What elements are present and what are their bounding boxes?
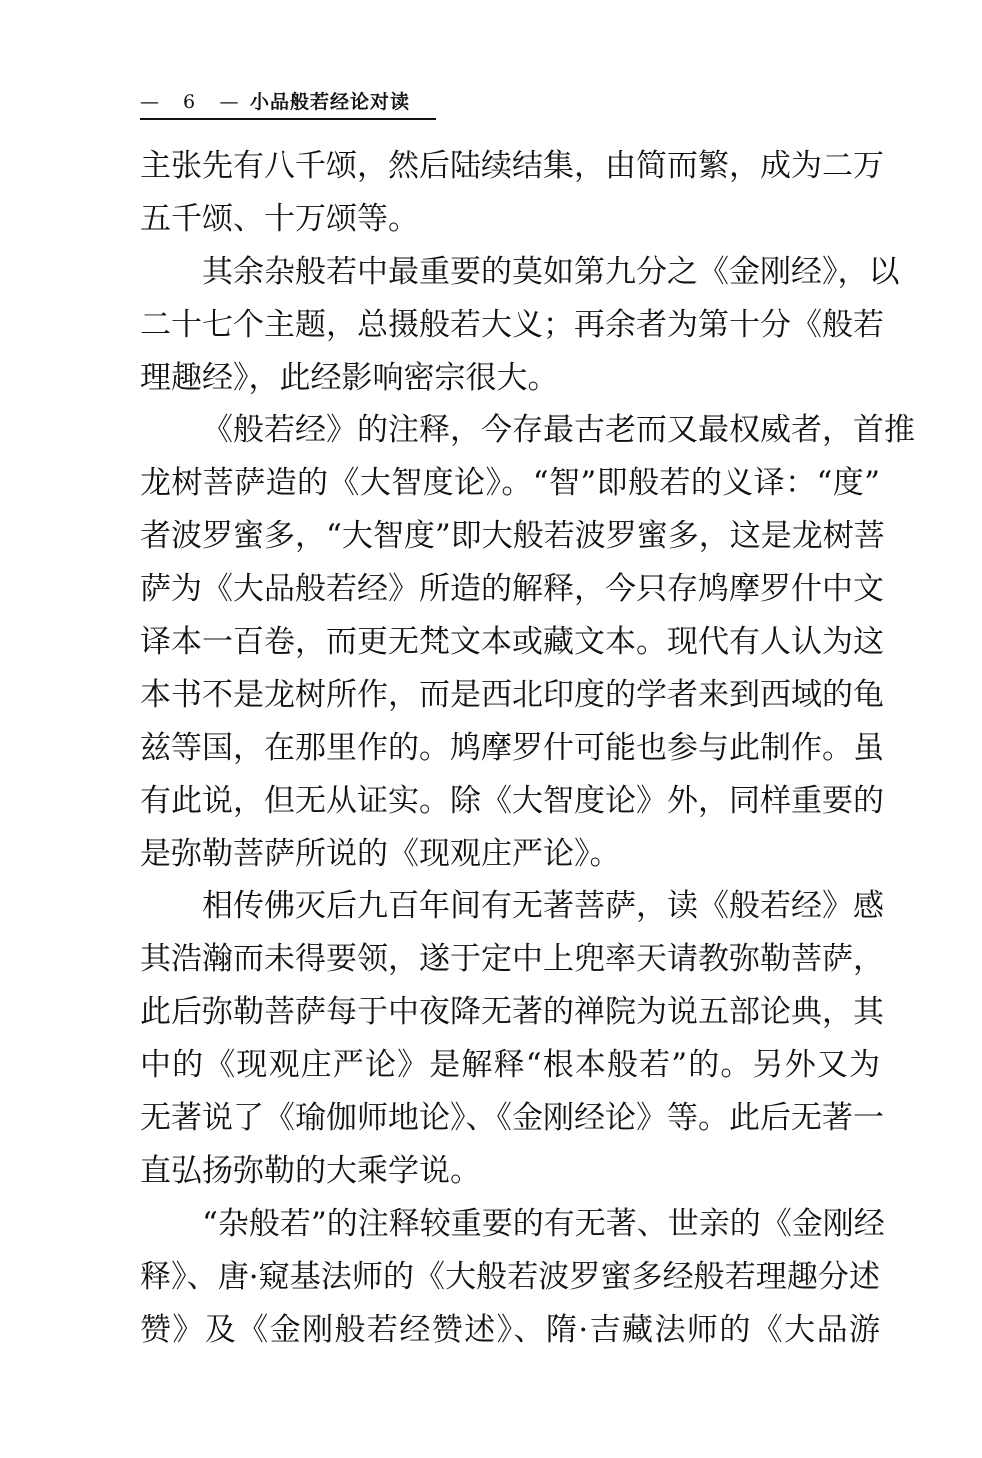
text-line: 《般若经》的注释，今存最古老而又最权威者，首推: [202, 412, 915, 449]
text-line: 释》、唐·窥基法师的《大般若波罗蜜多经般若理趣分述: [140, 1258, 880, 1295]
text-line: 译本一百卷，而更无梵文本或藏文本。现代有人认为这: [140, 624, 884, 661]
text-line: 无著说了《瑜伽师地论》、《金刚经论》等。此后无著一: [140, 1100, 884, 1137]
text-line: “杂般若”的注释较重要的有无著、世亲的《金刚经: [202, 1205, 885, 1242]
text-line: 中的《现观庄严论》是解释“根本般若”的。另外又为: [140, 1047, 880, 1084]
header-dash-right: —: [219, 91, 239, 113]
text-line: 其浩瀚而未得要领，遂于定中上兜率天请教弥勒菩萨，: [140, 941, 884, 978]
running-header: [140, 88, 436, 120]
book-title: 小品般若经论对读: [250, 91, 411, 113]
text-line: 龙树菩萨造的《大智度论》。“智”即般若的义译：“度”: [140, 465, 880, 502]
text-line: 二十七个主题，总摄般若大义；再余者为第十分《般若: [140, 306, 884, 343]
text-line: 其余杂般若中最重要的莫如第九分之《金刚经》，以: [202, 253, 900, 290]
header-dash-left: —: [140, 91, 159, 113]
text-line: 此后弥勒菩萨每于中夜降无著的禅院为说五部论典，其: [140, 994, 884, 1031]
text-line: 兹等国，在那里作的。鸠摩罗什可能也参与此制作。虽: [140, 729, 884, 766]
text-line: 本书不是龙树所作，而是西北印度的学者来到西域的龟: [140, 676, 884, 713]
text-line: 赞》及《金刚般若经赞述》、隋·吉藏法师的《大品游: [140, 1311, 880, 1348]
page-number: 6: [182, 91, 196, 113]
page-body-text: [140, 140, 915, 1356]
text-line: 主张先有八千颂，然后陆续结集，由简而繁，成为二万: [140, 148, 884, 184]
text-line: 五千颂、十万颂等。: [140, 200, 419, 237]
text-line: 者波罗蜜多，“大智度”即大般若波罗蜜多，这是龙树菩: [140, 518, 885, 555]
text-line: 理趣经》，此经影响密宗很大。: [140, 359, 559, 396]
text-line: 有此说，但无从证实。除《大智度论》外，同样重要的: [140, 782, 884, 819]
text-line: 相传佛灭后九百年间有无著菩萨，读《般若经》感: [202, 888, 884, 925]
text-line: 直弘扬弥勒的大乘学说。: [140, 1152, 481, 1189]
text-line: 萨为《大品般若经》所造的解释，今只存鸠摩罗什中文: [140, 571, 884, 608]
text-line: 是弥勒菩萨所说的《现观庄严论》。: [140, 835, 621, 872]
